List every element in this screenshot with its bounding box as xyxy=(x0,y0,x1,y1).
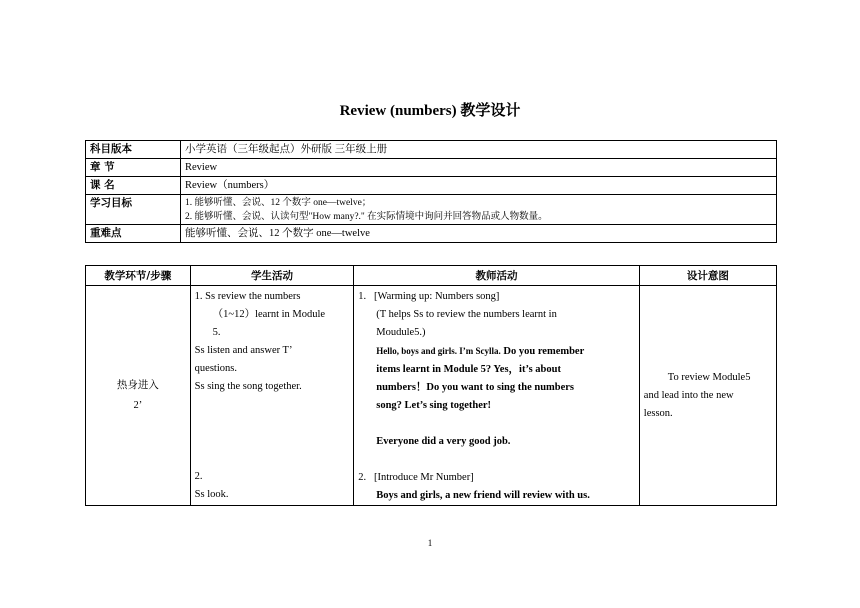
teacher-num: 2. xyxy=(358,472,367,483)
teacher-text: [Warming up: Numbers song] xyxy=(374,291,500,302)
teacher-activity-cell xyxy=(354,286,640,506)
step-name: 热身进入 xyxy=(116,379,159,391)
teacher-line: Moudule5.) xyxy=(376,327,426,338)
student-line: （1~12）learnt in Module xyxy=(212,309,326,320)
focus-key: 重难点 xyxy=(86,225,181,243)
lesson-value: Review（numbers） xyxy=(181,177,777,195)
table-row xyxy=(86,159,777,177)
lesson-plan-table xyxy=(85,265,777,506)
subject-value: 小学英语（三年级起点）外研版 三年级上册 xyxy=(181,141,777,159)
teacher-line: (T helps Ss to review the numbers learnt in xyxy=(376,309,557,320)
student-line: questions. xyxy=(194,363,237,374)
step-cell xyxy=(86,286,191,506)
focus-value: 能够听懂、会说、12 个数字 one—twelve xyxy=(181,225,777,243)
student-line: 1. Ss review the numbers xyxy=(194,291,301,302)
teacher-line: numbers！Do you want to sing the numbers xyxy=(376,382,575,393)
teacher-line: song? Let’s sing together! xyxy=(376,400,492,411)
teacher-text: [Introduce Mr Number] xyxy=(374,472,474,483)
page-number: 1 xyxy=(427,538,433,548)
chapter-value: Review xyxy=(181,159,777,177)
objective-line-2: 2. 能够听懂、会说、认读句型"How many?." 在实际情境中询问并回答物品或人物数量。 xyxy=(185,212,548,222)
student-activity-cell xyxy=(190,286,354,506)
table-row xyxy=(86,225,777,243)
teacher-line: items learnt in Module 5? Yes，it’s about xyxy=(376,364,561,375)
step-time: 2’ xyxy=(133,399,143,411)
lesson-key: 课 名 xyxy=(86,177,181,195)
objective-line-1: 1. 能够听懂、会说、12 个数字 one—twelve； xyxy=(185,198,372,208)
intent-line: and lead into the new xyxy=(643,389,734,401)
teacher-num: 1. xyxy=(358,291,367,302)
objective-key: 学习目标 xyxy=(86,195,181,225)
student-line: 2. xyxy=(194,471,203,482)
subject-key: 科目版本 xyxy=(86,141,181,159)
teacher-line xyxy=(358,469,635,487)
teacher-line xyxy=(358,288,635,306)
table-row xyxy=(86,141,777,159)
info-table xyxy=(85,140,777,243)
header-step: 教学环节/步骤 xyxy=(86,266,191,286)
intent-line: lesson. xyxy=(643,407,673,419)
teacher-line: Boys and girls, a new friend will review with us. xyxy=(376,490,590,501)
intent-line: To review Module5 xyxy=(667,371,751,383)
teacher-greeting: Hello, boys and girls. I’m Scylla. xyxy=(376,346,501,356)
table-row xyxy=(86,177,777,195)
student-line: Ss look. xyxy=(194,489,229,500)
header-intent: 设计意图 xyxy=(639,266,776,286)
table-row xyxy=(86,195,777,225)
design-intent-cell xyxy=(639,286,776,506)
table-row xyxy=(86,286,777,506)
teacher-question: Do you remember xyxy=(500,346,585,357)
header-teacher: 教师活动 xyxy=(354,266,640,286)
document-title: Review (numbers) 教学设计 xyxy=(339,103,521,119)
header-student: 学生活动 xyxy=(190,266,354,286)
student-line: 5. xyxy=(212,327,221,338)
table-header-row xyxy=(86,266,777,286)
student-line: Ss listen and answer T’ xyxy=(194,345,293,356)
chapter-key: 章 节 xyxy=(86,159,181,177)
teacher-line xyxy=(358,342,635,361)
student-line: Ss sing the song together. xyxy=(194,381,302,392)
teacher-line: Everyone did a very good job. xyxy=(376,436,511,447)
objective-value xyxy=(181,195,777,225)
